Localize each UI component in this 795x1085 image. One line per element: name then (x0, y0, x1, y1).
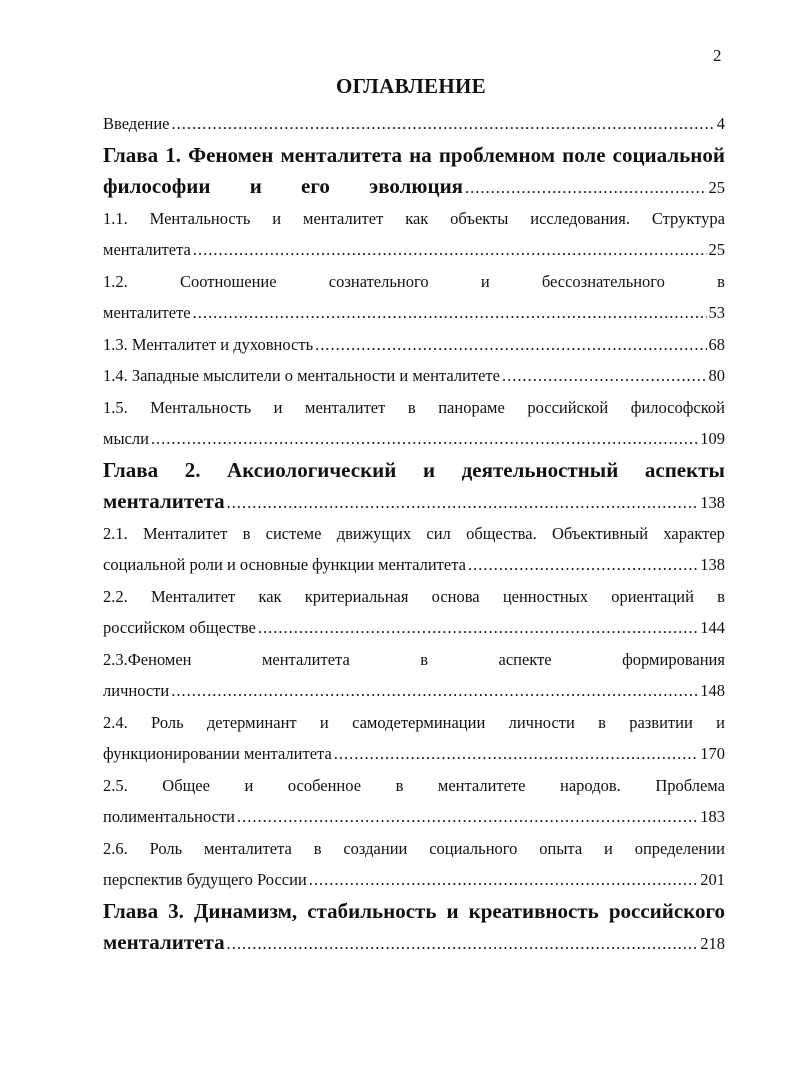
toc-word: 1.1. (103, 208, 128, 228)
toc-word: Глава (103, 898, 159, 923)
toc-entry-line (103, 801, 725, 833)
dot-leader (465, 171, 706, 203)
toc-word: Менталитет (150, 586, 236, 606)
toc-word: и (319, 712, 329, 732)
toc-word: и (244, 775, 254, 795)
toc-word: Роль (151, 712, 184, 732)
toc-entry-text: полиментальности (103, 807, 236, 826)
dot-leader (237, 801, 698, 833)
toc-entry-line (103, 203, 725, 235)
toc-entry-line (103, 549, 725, 581)
toc-entry-text: менталитета (103, 930, 225, 954)
toc-word: детерминант (206, 712, 297, 732)
toc-word: деятельностный (461, 457, 619, 482)
toc-word: менталитета (204, 838, 292, 858)
toc-word: менталитет (303, 208, 384, 228)
toc-word: 1.5. (103, 397, 128, 417)
toc-entry-text: мысли (103, 429, 149, 448)
toc-word: панораме (438, 397, 505, 417)
toc-page-number: 25 (708, 178, 725, 197)
dot-leader (309, 864, 698, 896)
toc-entry-text: 1.3. Менталитет и духовность (103, 334, 314, 354)
toc-entry-line (103, 896, 725, 928)
toc-word: Динамизм, (193, 898, 298, 923)
toc-word: проблемном (438, 142, 555, 167)
toc-entry-text: функционировании менталитета (103, 744, 332, 763)
toc-word: основа (431, 586, 480, 606)
toc-word: в (407, 397, 416, 417)
toc-page-number: 80 (708, 366, 725, 385)
toc-word: на (409, 142, 432, 167)
toc-word: менталитета (280, 142, 403, 167)
toc-entry-line (103, 171, 725, 203)
toc-entry-line (103, 266, 725, 298)
dot-leader (151, 423, 698, 455)
toc-word: 2.6. (103, 838, 128, 858)
toc-word: в (395, 775, 404, 795)
toc-entry-line (103, 864, 725, 896)
toc-section-entry[interactable] (103, 518, 725, 581)
toc-word: 2.3.Феномен (103, 649, 192, 669)
toc-word: Роль (149, 838, 183, 858)
toc-section-entry[interactable] (103, 266, 725, 329)
toc-word: Ментальность (150, 397, 252, 417)
toc-entry-line (103, 675, 725, 707)
toc-word: и (272, 208, 282, 228)
dot-leader (258, 612, 698, 644)
toc-word: 2.1. (103, 523, 128, 543)
toc-section-entry[interactable] (103, 392, 725, 455)
toc-section-entry[interactable] (103, 770, 725, 833)
toc-section-entry[interactable] (103, 108, 725, 140)
toc-word: в (242, 523, 251, 543)
toc-entry-line (103, 518, 725, 550)
toc-entry-text: 1.4. Западные мыслители о ментальности и менталитете (103, 366, 500, 385)
toc-word: определении (634, 838, 725, 858)
toc-word: сил (426, 523, 451, 543)
toc-word: опыта (539, 838, 583, 858)
toc-section-entry[interactable] (103, 581, 725, 644)
dot-leader (227, 927, 699, 959)
toc-entry-text: философии и его эволюция (103, 174, 464, 198)
dot-leader (502, 360, 707, 392)
toc-word: ценностных (502, 586, 589, 606)
toc-word: бессознательного (541, 271, 665, 291)
toc-word: аспекты (644, 457, 725, 482)
toc-page-number: 109 (700, 429, 725, 448)
page-title: ОГЛАВЛЕНИЕ (336, 74, 486, 98)
toc-word: в (717, 586, 725, 606)
toc-word: системе (265, 523, 322, 543)
toc-word: 2. (184, 457, 201, 482)
toc-word: и (422, 457, 436, 482)
toc-word: характер (663, 523, 725, 543)
toc-word: критериальная (304, 586, 409, 606)
toc-word: 1. (165, 142, 181, 167)
toc-entry-text: менталитета (103, 489, 225, 513)
toc-word: сознательного (328, 271, 429, 291)
toc-word: и (446, 898, 459, 923)
toc-entry-line (103, 423, 725, 455)
toc-word: 2.4. (103, 712, 128, 732)
toc-entry-line (103, 297, 725, 329)
toc-word: как (258, 586, 282, 606)
toc-chapter-entry[interactable] (103, 455, 725, 518)
toc-word: как (405, 208, 429, 228)
toc-word: в (313, 838, 322, 858)
toc-word: Глава (103, 457, 159, 482)
toc-section-entry[interactable] (103, 329, 725, 361)
toc-word: поле (562, 142, 606, 167)
toc-entry-text: личности (103, 681, 170, 700)
toc-entry-line (103, 360, 725, 392)
toc-word: социального (429, 838, 518, 858)
toc-word: философской (630, 397, 725, 417)
toc-word: общества. (466, 523, 537, 543)
toc-entry-line (103, 108, 725, 140)
toc-word: менталитет (305, 397, 386, 417)
toc-word: Глава (103, 142, 159, 167)
dot-leader (172, 108, 715, 140)
toc-word: и (480, 271, 490, 291)
toc-word: менталитета (261, 649, 350, 669)
toc-word: Соотношение (179, 271, 277, 291)
toc-word: Проблема (655, 775, 725, 795)
toc-entry-text: менталитете (103, 303, 191, 322)
toc-entry-line (103, 738, 725, 770)
toc-word: народов. (560, 775, 621, 795)
toc-page-number: 218 (700, 934, 725, 953)
page-number: 2 (713, 46, 722, 65)
toc-word: Менталитет (143, 523, 228, 543)
toc-word: стабильность (307, 898, 437, 923)
toc-page-number: 170 (700, 744, 725, 763)
dot-leader (171, 675, 698, 707)
dot-leader (193, 234, 707, 266)
table-of-contents (103, 108, 725, 959)
toc-word: в (420, 649, 429, 669)
toc-word: Феномен (188, 142, 274, 167)
toc-word: 2.5. (103, 775, 128, 795)
toc-page-number: 138 (700, 555, 725, 574)
toc-word: креативность (468, 898, 599, 923)
dot-leader (315, 329, 706, 361)
toc-word: формирования (622, 649, 725, 669)
toc-entry-text: российском обществе (103, 618, 256, 637)
toc-entry-line (103, 140, 725, 172)
dot-leader (193, 297, 707, 329)
toc-word: Объективный (551, 523, 649, 543)
toc-word: 3. (168, 898, 184, 923)
toc-entry-line (103, 833, 725, 865)
toc-section-entry[interactable] (103, 707, 725, 770)
toc-entry-text: менталитета (103, 240, 191, 259)
toc-chapter-entry[interactable] (103, 896, 725, 959)
toc-word: российской (527, 397, 609, 417)
dot-leader (334, 738, 698, 770)
toc-entry-line (103, 707, 725, 739)
toc-entry-line (103, 644, 725, 676)
toc-word: менталитете (437, 775, 526, 795)
toc-section-entry[interactable] (103, 833, 725, 896)
toc-entry-line (103, 581, 725, 613)
toc-word: Ментальность (149, 208, 251, 228)
toc-page-number: 68 (708, 334, 725, 354)
toc-word: в (598, 712, 606, 732)
toc-chapter-entry[interactable] (103, 140, 725, 203)
toc-word: исследования. (530, 208, 630, 228)
toc-entry-line (103, 329, 725, 361)
toc-word: Аксиологический (227, 457, 397, 482)
toc-word: особенное (287, 775, 362, 795)
toc-word: создании (343, 838, 408, 858)
dot-leader (468, 549, 698, 581)
toc-entry-text: Введение (103, 114, 170, 133)
toc-word: ориентаций (611, 586, 694, 606)
toc-word: в (717, 271, 725, 291)
toc-entry-line (103, 234, 725, 266)
toc-entry-line (103, 612, 725, 644)
toc-word: Структура (651, 208, 725, 228)
toc-page-number: 183 (700, 807, 725, 826)
toc-section-entry[interactable] (103, 203, 725, 266)
toc-section-entry[interactable] (103, 360, 725, 392)
toc-word: развитии (629, 712, 693, 732)
toc-word: Общее (162, 775, 210, 795)
toc-page-number: 25 (708, 240, 725, 259)
toc-page-number: 201 (700, 870, 725, 889)
toc-word: движущих (336, 523, 412, 543)
toc-page-number: 53 (708, 303, 725, 322)
toc-entry-text: социальной роли и основные функции менталитета (103, 555, 466, 574)
toc-word: и (716, 712, 725, 732)
toc-page-number: 144 (700, 618, 725, 637)
toc-word: объекты (450, 208, 509, 228)
toc-word: личности (508, 712, 575, 732)
toc-word: 2.2. (103, 586, 128, 606)
toc-entry-line (103, 455, 725, 487)
toc-section-entry[interactable] (103, 644, 725, 707)
toc-entry-line (103, 392, 725, 424)
toc-word: российского (608, 898, 725, 923)
toc-entry-line (103, 486, 725, 518)
toc-word: и (273, 397, 283, 417)
toc-word: самодетерминации (352, 712, 486, 732)
toc-entry-line (103, 927, 725, 959)
toc-word: 1.2. (103, 271, 128, 291)
toc-word: и (604, 838, 613, 858)
toc-word: социальной (612, 142, 725, 167)
toc-entry-text: перспектив будущего России (103, 870, 307, 889)
toc-page-number: 138 (700, 493, 725, 512)
dot-leader (227, 486, 699, 518)
toc-word: аспекте (498, 649, 552, 669)
toc-page-number: 4 (716, 114, 725, 133)
toc-entry-line (103, 770, 725, 802)
toc-page-number: 148 (700, 681, 725, 700)
